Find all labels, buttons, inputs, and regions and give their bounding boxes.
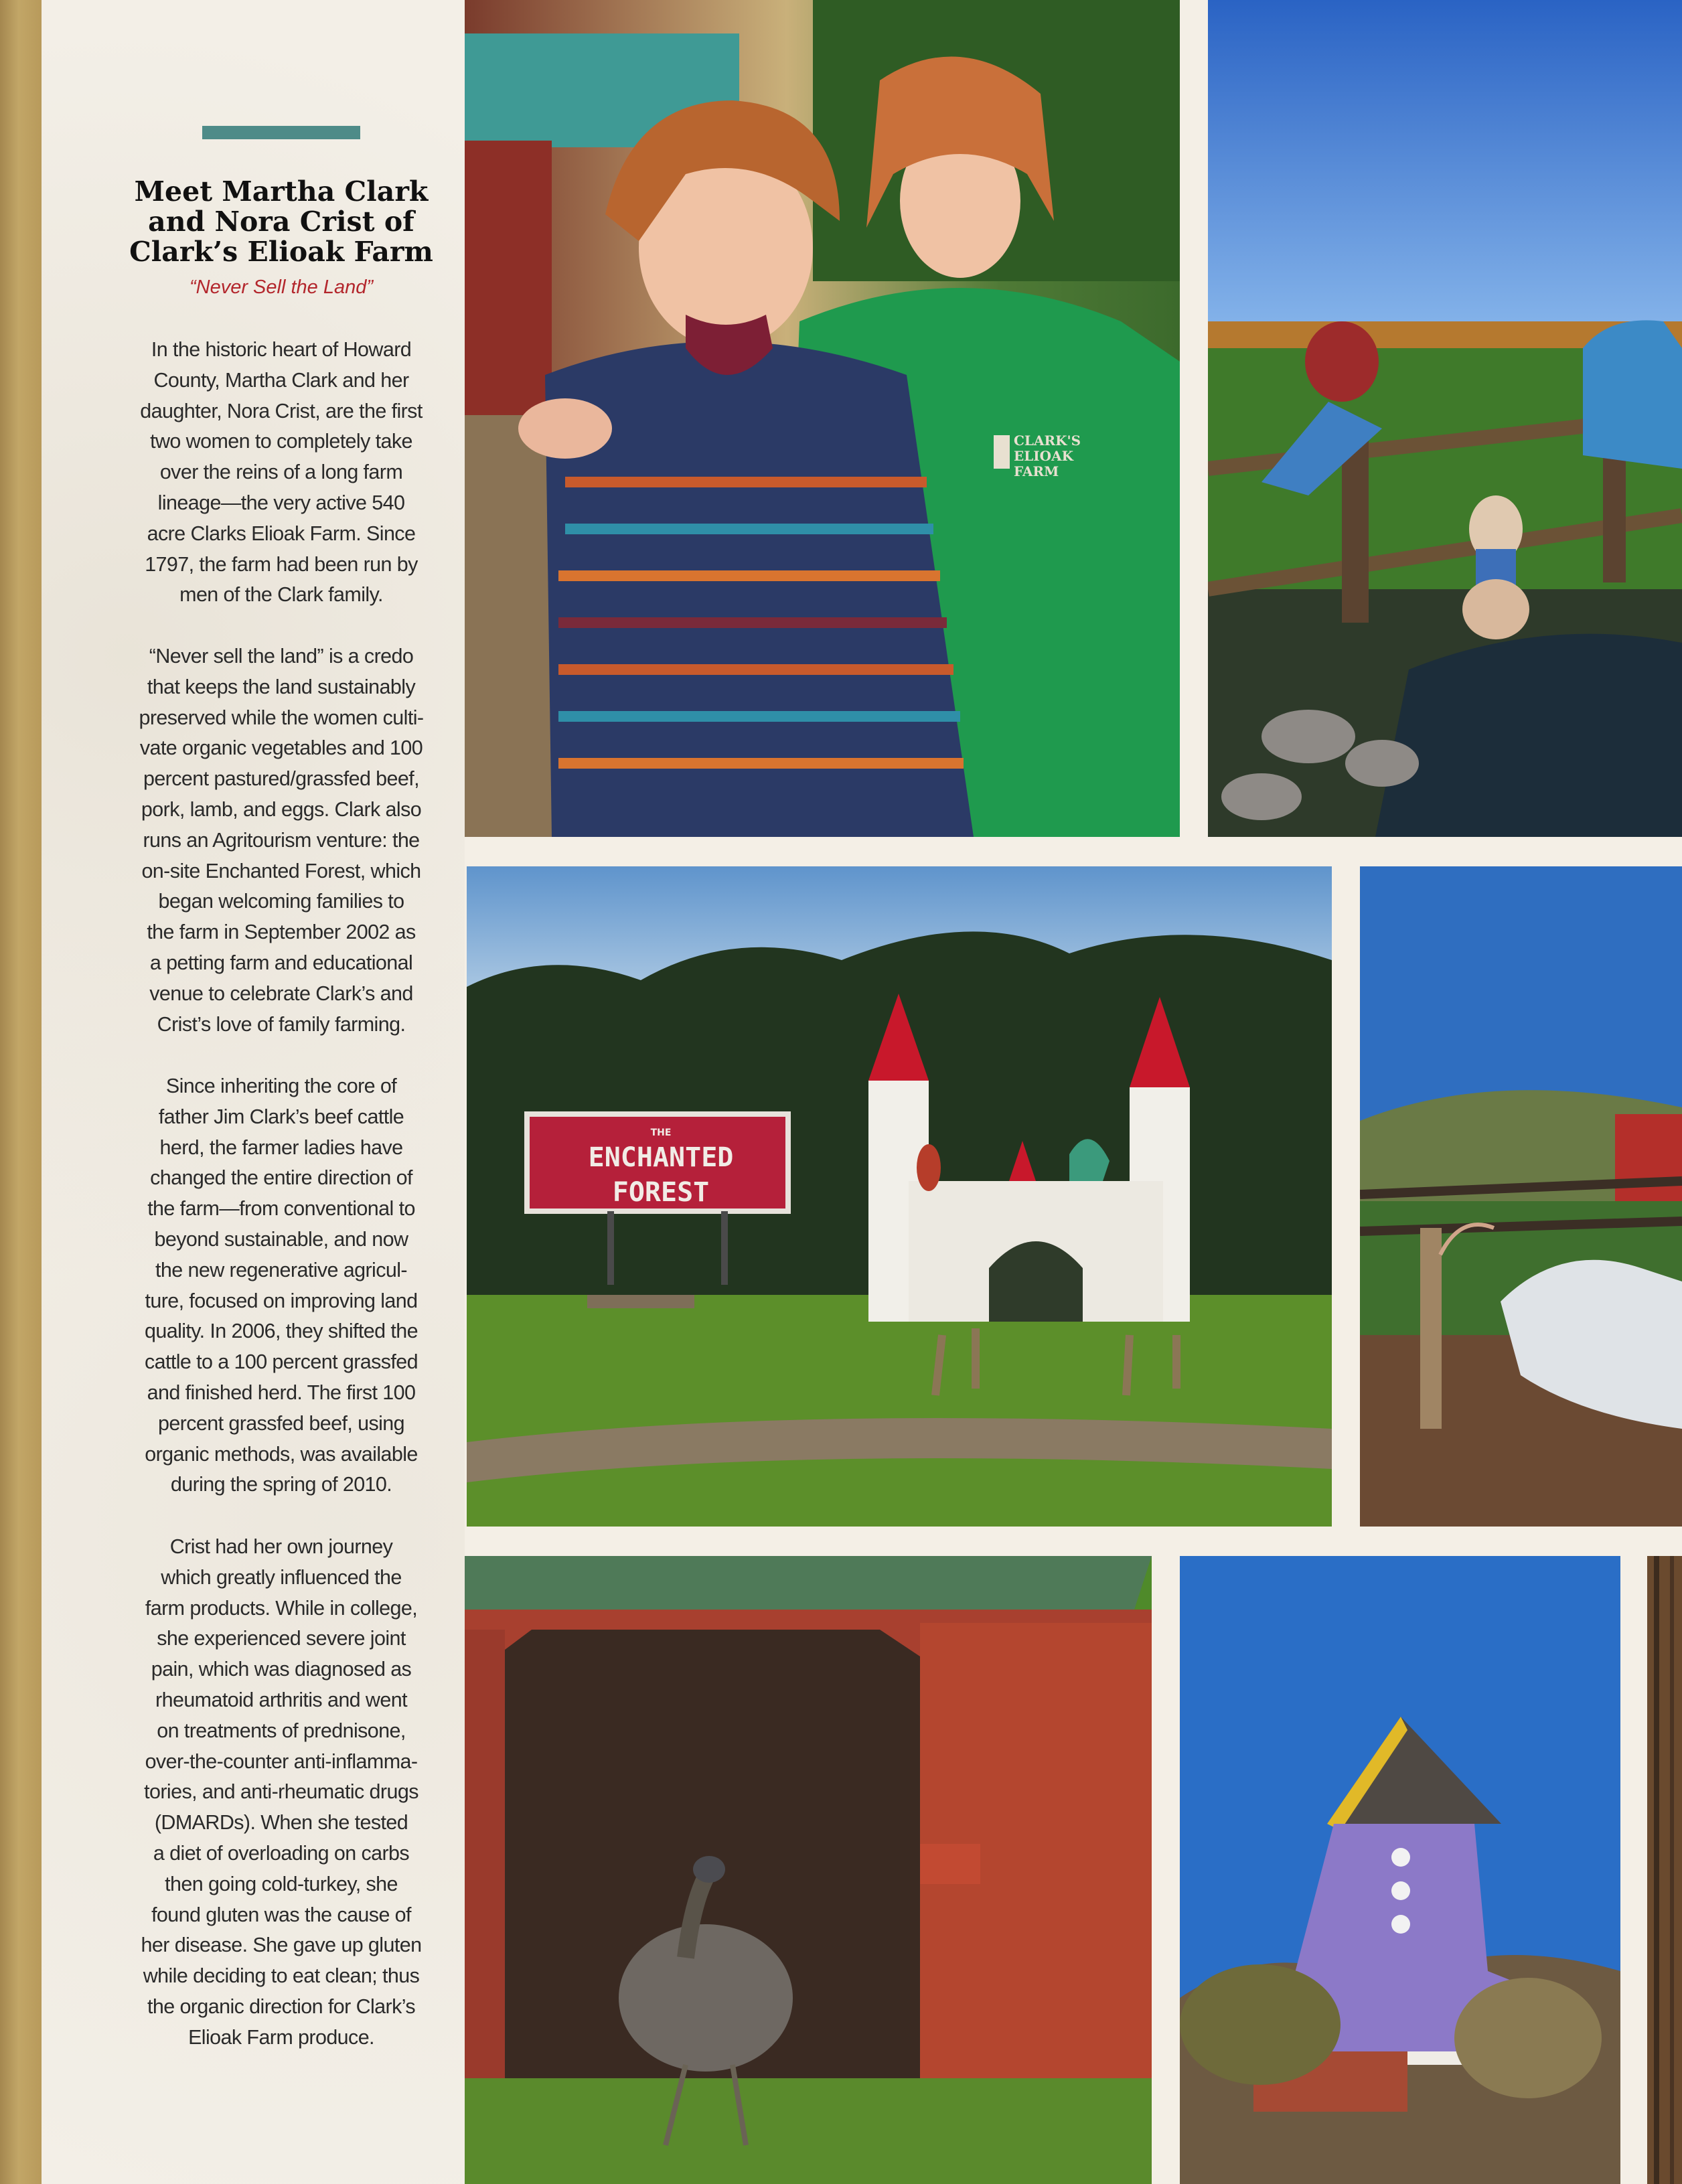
text-line: acre Clarks Elioak Farm. Since (147, 522, 416, 545)
text-line: pain, which was diagnosed as (151, 1658, 412, 1681)
text-line: changed the entire direction of (150, 1166, 412, 1190)
text-line: In the historic heart of Howard (151, 338, 412, 361)
shoe-house-photo (1180, 1556, 1620, 2184)
text-line: two women to completely take (150, 430, 412, 453)
emu-barn-photo (465, 1556, 1152, 2184)
text-line: during the spring of 2010. (170, 1473, 392, 1496)
page-spine (0, 0, 42, 2184)
text-line: Elioak Farm produce. (188, 2025, 374, 2049)
text-line: while deciding to eat clean; thus (143, 1964, 420, 1988)
paragraph-2 (75, 641, 487, 1040)
jacket-logo-text: FARM (1014, 463, 1059, 479)
text-line: which greatly influenced the (161, 1565, 402, 1589)
article-headline (75, 177, 487, 267)
text-line: daughter, Nora Crist, are the first (140, 399, 423, 422)
paragraph-3 (75, 1071, 487, 1500)
enchanted-forest-photo (467, 866, 1332, 1527)
text-line: on treatments of prednisone, (157, 1719, 406, 1742)
text-line: the farm in September 2002 as (147, 921, 416, 944)
farm-fence-photo (1360, 866, 1682, 1527)
paragraph-1 (75, 335, 487, 611)
text-line: Crist had her own journey (169, 1535, 393, 1558)
text-line: 1797, the farm had been run by (145, 552, 418, 576)
text-line: vate organic vegetables and 100 (139, 736, 423, 760)
gnome-garden-photo (1208, 0, 1682, 837)
text-line: men of the Clark family. (179, 583, 383, 607)
text-line: Since inheriting the core of (165, 1075, 397, 1097)
sign-line2: FOREST (612, 1177, 710, 1208)
text-line: venue to celebrate Clark’s and (149, 982, 413, 1005)
text-line: over-the-counter anti-inflamma- (145, 1749, 418, 1773)
text-line: father Jim Clark’s beef cattle (158, 1105, 404, 1128)
text-line: the organic direction for Clark’s (147, 1995, 416, 2018)
text-line: pork, lamb, and eggs. Clark also (141, 797, 422, 821)
text-line: organic methods, was available (145, 1442, 418, 1466)
jacket-logo-text: CLARK'S (1014, 433, 1081, 449)
text-line: she experienced severe joint (157, 1627, 406, 1650)
portrait-photo (465, 0, 1180, 837)
text-line: her disease. She gave up gluten (141, 1934, 422, 1957)
text-line: percent pastured/grassfed beef, (143, 767, 420, 791)
text-line: tories, and anti-rheumatic drugs (144, 1780, 418, 1804)
text-line: the new regenerative agricul- (155, 1258, 407, 1281)
text-line: (DMARDs). When she tested (154, 1811, 408, 1835)
sign-line1: ENCHANTED (588, 1142, 734, 1173)
text-line: a petting farm and educational (149, 951, 413, 974)
text-line: over the reins of a long farm (159, 461, 403, 484)
text-line: preserved while the women culti- (139, 706, 424, 729)
text-line: the farm—from conventional to (147, 1197, 415, 1221)
headline-line: Clark’s Elioak Farm (129, 236, 433, 268)
text-line: then going cold-turkey, she (165, 1872, 398, 1895)
text-line: farm products. While in college, (145, 1596, 418, 1620)
headline-line: and Nora Crist of (148, 206, 414, 238)
text-line: ture, focused on improving land (145, 1289, 418, 1312)
text-line: County, Martha Clark and her (153, 368, 409, 392)
text-line: runs an Agritourism venture: the (143, 828, 420, 852)
header-rule (202, 126, 360, 139)
text-line: herd, the farmer ladies have (159, 1136, 403, 1159)
text-line: lineage—the very active 540 (157, 491, 405, 514)
text-line: quality. In 2006, they shifted the (144, 1320, 418, 1343)
text-line: a diet of overloading on carbs (153, 1841, 410, 1865)
text-line: that keeps the land sustainably (147, 675, 416, 698)
text-line: rheumatoid arthritis and went (155, 1688, 407, 1711)
article-subhead: “Never Sell the Land” (189, 277, 374, 298)
text-line: and finished herd. The first 100 (147, 1381, 416, 1404)
text-line: beyond sustainable, and now (154, 1227, 408, 1251)
text-line: “Never sell the land” is a credo (149, 645, 414, 668)
text-line: found gluten was the cause of (151, 1903, 411, 1926)
jacket-logo-text: ELIOAK (1014, 448, 1073, 464)
text-line: cattle to a 100 percent grassfed (144, 1350, 418, 1374)
text-line: on-site Enchanted Forest, which (141, 859, 421, 882)
text-line: Crist’s love of family farming. (157, 1012, 406, 1036)
paragraph-4 (75, 1532, 487, 2053)
sign-small-text: THE (650, 1127, 672, 1138)
text-line: percent grassfed beef, using (157, 1411, 405, 1435)
text-line: began welcoming families to (158, 890, 404, 913)
woods-photo (1647, 1556, 1682, 2184)
headline-line: Meet Martha Clark (134, 175, 429, 208)
